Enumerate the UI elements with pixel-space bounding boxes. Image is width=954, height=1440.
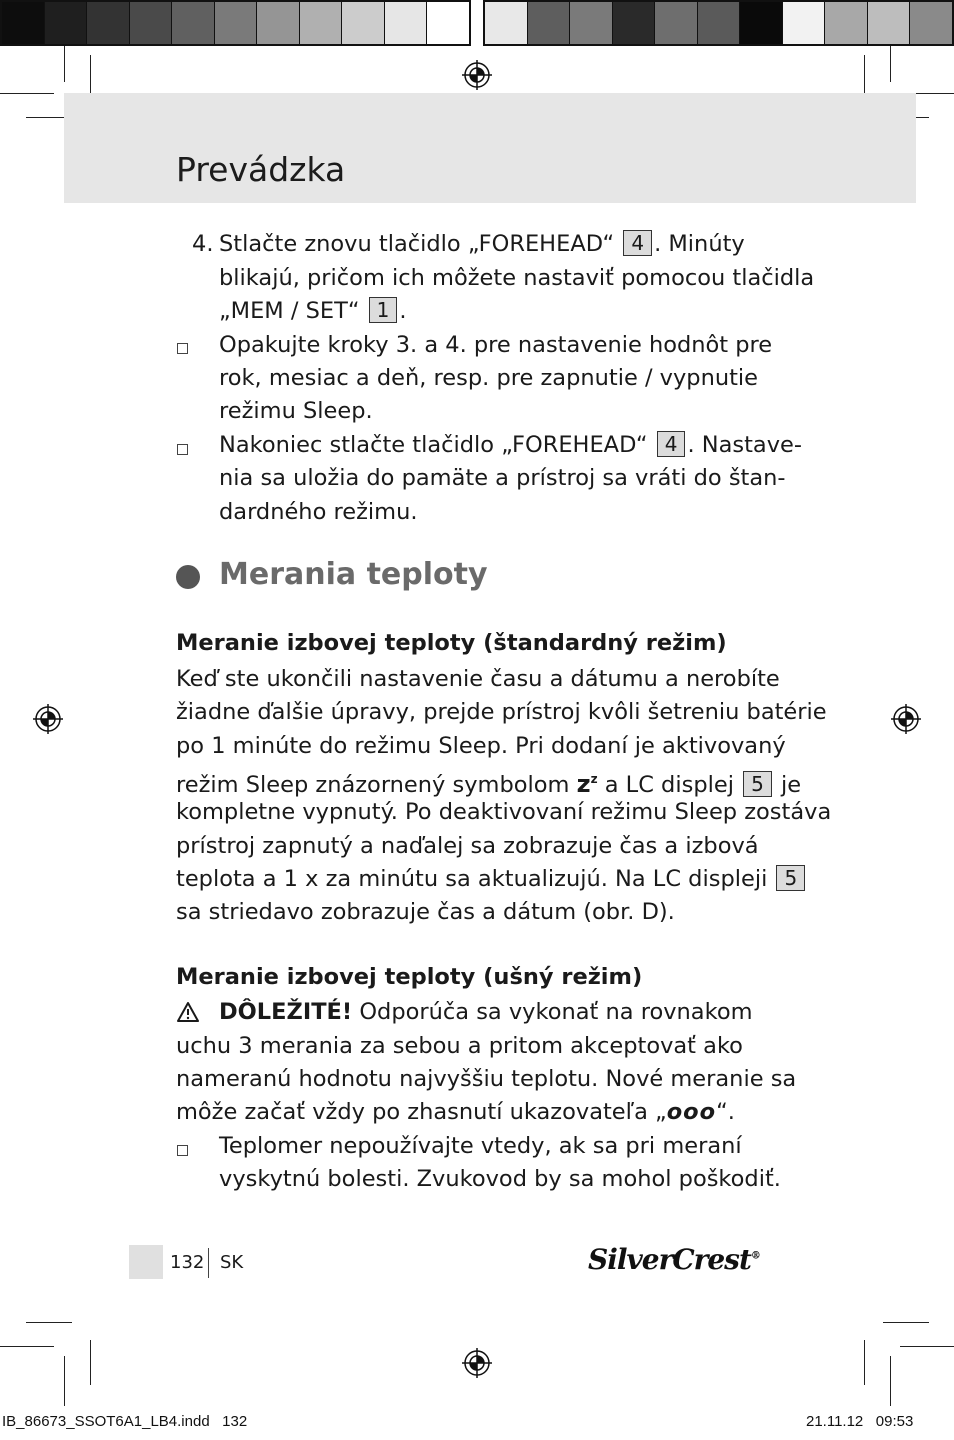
calibration-swatch [740,2,783,44]
subheading-standard: Meranie izbovej teploty (štandardný režim) [176,630,727,656]
standard-text: teplota a 1 x za minútu sa aktualizujú. Na LC displeji [176,866,768,892]
part-number-badge: 5 [743,771,772,797]
calibration-swatch [427,2,469,44]
calibration-swatch [2,2,45,44]
ear-text: Odporúča sa vykonať na rovnakom [359,999,753,1025]
crop-mark [26,1322,72,1323]
registered-mark: ® [750,1250,760,1262]
brand-name: SilverCrest [588,1243,751,1276]
calibration-bar-left [0,0,471,46]
bullet-repeat-line3: režimu Sleep. [219,398,373,424]
step4-text: Stlačte znovu tlačidlo „FOREHEAD“ [219,231,615,257]
warning-triangle-icon [176,1001,200,1023]
step4-line1 [219,228,745,262]
brand-logo [588,1243,760,1276]
bullet-repeat-line2: rok, mesiac a deň, resp. pre zapnutie / vypnutie [219,365,759,391]
standard-line7 [176,863,807,897]
bullet-finish-text: . Nastave- [687,432,803,458]
checkbox-bullet-icon [177,343,188,354]
crop-mark [883,1322,929,1323]
step4-line3 [219,295,407,329]
standard-line3: po 1 minúte do režimu Sleep. Pri dodaní je aktivovaný [176,733,786,759]
checkbox-bullet-icon [177,1145,188,1156]
calibration-swatch [825,2,868,44]
calibration-swatch [570,2,613,44]
part-number-badge: 5 [776,865,805,891]
registration-mark-icon [462,1348,492,1378]
calibration-swatch [910,2,952,44]
calibration-bar-right [483,0,954,46]
section-title: Merania teploty [219,557,488,592]
part-number-badge: 4 [657,431,686,457]
standard-line5: kompletne vypnutý. Po deaktivovaní režimu Sleep zostáva [176,799,832,825]
standard-line6: prístroj zapnutý a naďalej sa zobrazuje čas a izbová [176,833,759,859]
calibration-swatch [257,2,300,44]
part-number-badge: 1 [369,297,398,323]
crop-mark [0,93,54,94]
part-number-badge: 4 [623,230,652,256]
step4-line2: blikajú, pričom ich môžete nastaviť pomocou tlačidla [219,265,815,291]
calibration-swatch [613,2,656,44]
subheading-ear: Meranie izbovej teploty (ušný režim) [176,964,643,990]
crop-mark [64,46,65,82]
ear-line1 [219,996,753,1030]
bullet-repeat-line1: Opakujte kroky 3. a 4. pre nastavenie hodnôt pre [219,332,773,358]
step4-text: . Minúty [654,231,745,257]
language-code: SK [220,1252,244,1273]
calibration-swatch [300,2,343,44]
registration-mark-icon [462,60,492,90]
bullet-finish-line1 [219,429,802,463]
calibration-swatch [698,2,741,44]
standard-text: je [781,772,802,798]
section-bullet-icon [176,565,200,589]
crop-mark [890,46,891,82]
ear-text: “. [716,1099,735,1125]
standard-line2: žiadne ďalšie úpravy, prejde prístroj kvôli šetreniu batérie [176,699,827,725]
standard-line1: Keď ste ukončili nastavenie času a dátumu a nerobíte [176,666,780,692]
standard-text: a LC displej [604,772,734,798]
footer-divider [208,1248,209,1278]
calibration-swatch [87,2,130,44]
crop-mark [64,1356,65,1406]
calibration-swatch [655,2,698,44]
bullet-finish-line2: nia sa uložia do pamäte a prístroj sa vráti do štan- [219,465,786,491]
calibration-swatch [528,2,571,44]
ear-text: môže začať vždy po zhasnutí ukazovateľa „ [176,1099,667,1125]
calibration-swatch [130,2,173,44]
step4-text: . [399,298,407,324]
important-label: DÔLEŽITÉ! [219,999,353,1025]
sleep-symbol-icon [577,770,598,798]
bullet-finish-text: Nakoniec stlačte tlačidlo „FOREHEAD“ [219,432,648,458]
sleep-symbol-small: z [590,772,598,786]
crop-mark [90,1340,91,1385]
ear-bullet-line2: vyskytnú bolesti. Zvukovod by sa mohol poškodiť. [219,1166,781,1192]
ear-line2: uchu 3 merania za sebou a pritom akceptovať ako [176,1033,743,1059]
calibration-swatch [485,2,528,44]
slug-date: 21.11.12 09:53 [806,1413,914,1430]
standard-text: režim Sleep znázornený symbolom [176,772,570,798]
slug-file: IB_86673_SSOT6A1_LB4.indd 132 [2,1413,248,1430]
page-title: Prevádzka [176,150,346,189]
ear-line4 [176,1096,735,1130]
step4-text: „MEM / SET“ [219,298,360,324]
crop-mark [890,1356,891,1406]
sleep-symbol-big: z [576,770,591,798]
calibration-swatch [868,2,911,44]
checkbox-bullet-icon [177,444,188,455]
calibration-swatch [342,2,385,44]
calibration-swatch [783,2,826,44]
crop-mark [900,1346,954,1347]
ear-line3: nameranú hodnotu najvyššiu teplotu. Nové meranie sa [176,1066,797,1092]
bullet-finish-line3: dardného režimu. [219,499,418,525]
registration-mark-icon [891,704,921,734]
crop-mark [0,1346,54,1347]
crop-mark [864,1340,865,1385]
calibration-swatch [45,2,88,44]
indicator-symbol: ooo [666,1099,717,1125]
calibration-swatch [385,2,428,44]
standard-line8: sa striedavo zobrazuje čas a dátum (obr. D). [176,899,675,925]
footer-tab [129,1245,163,1279]
ear-bullet-line1: Teplomer nepoužívajte vtedy, ak sa pri meraní [219,1133,742,1159]
calibration-swatch [215,2,258,44]
page-number: 132 [170,1252,205,1273]
registration-mark-icon [33,704,63,734]
calibration-swatch [172,2,215,44]
step-number: 4. [192,231,214,257]
